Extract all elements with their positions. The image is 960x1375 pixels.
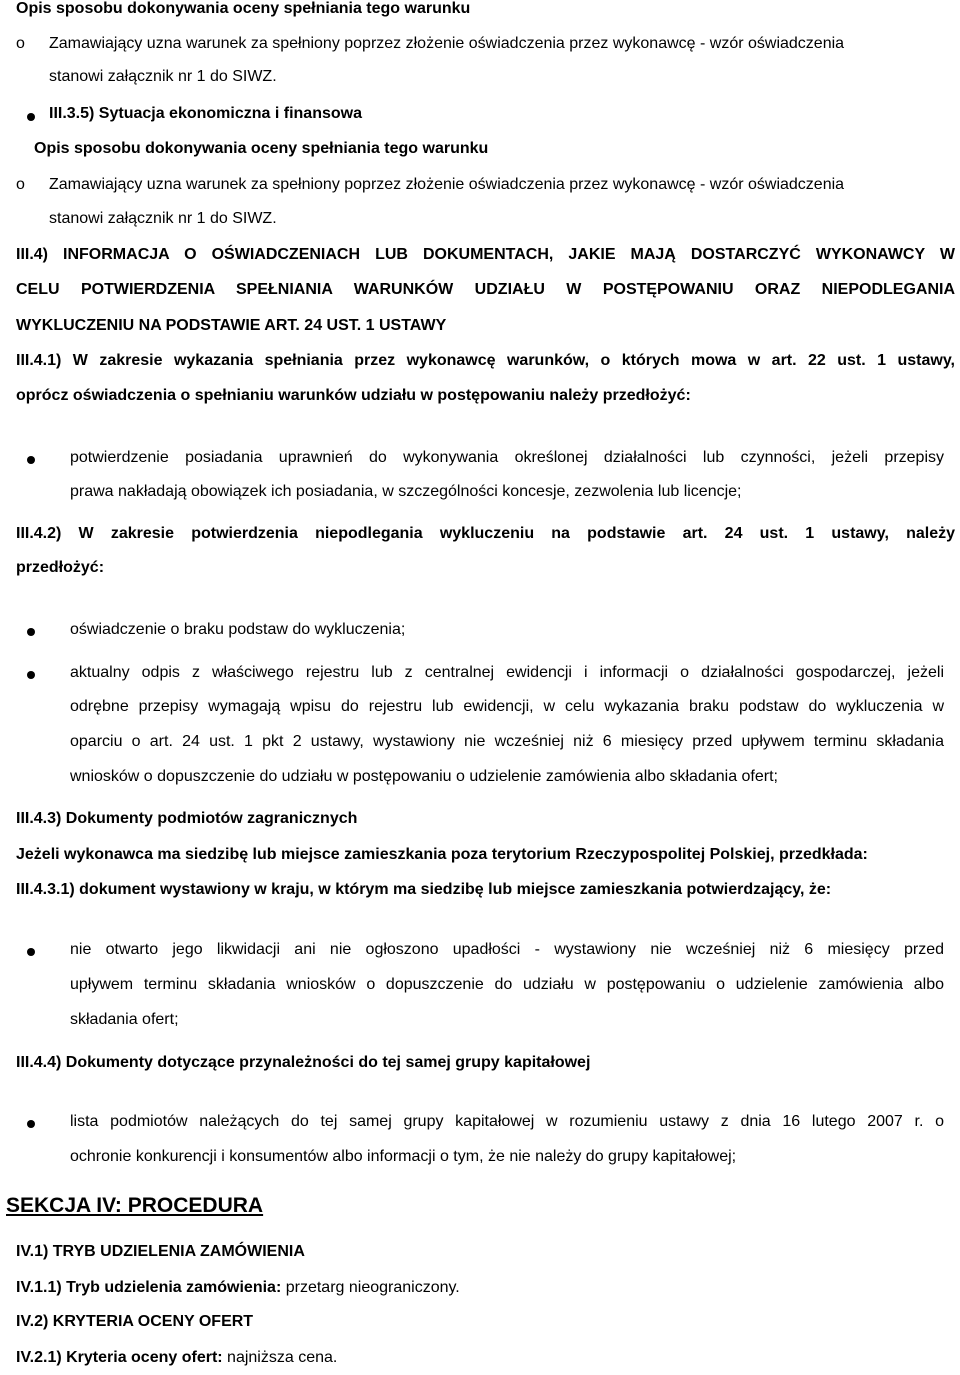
subsection-title: IV.1) TRYB UDZIELENIA ZAMÓWIENIA: [16, 1243, 305, 1260]
paragraph-line: stanowi załącznik nr 1 do SIWZ.: [49, 210, 277, 227]
subsection-title: przedłożyć:: [16, 559, 105, 576]
paragraph-line: stanowi załącznik nr 1 do SIWZ.: [49, 68, 277, 85]
section-heading: SEKCJA IV: PROCEDURA: [6, 1194, 264, 1217]
section-title: III.3.5) Sytuacja ekonomiczna i finansowa: [49, 105, 362, 122]
field-value: najniższa cena.: [222, 1349, 338, 1366]
section-title: CELU POTWIERDZENIA SPEŁNIANIA WARUNKÓW UDZIAŁU W POSTĘPOWANIU ORAZ NIEPODLEGANIA: [16, 281, 955, 298]
list-item-line: potwierdzenie posiadania uprawnień do wykonywania określonej działalności lub czynności, jeżeli przepisy: [70, 449, 944, 466]
subsection-title: oprócz oświadczenia o spełnianiu warunków udziału w postępowaniu należy przedłożyć:: [16, 387, 691, 404]
list-item-line: składania ofert;: [70, 1011, 179, 1028]
list-item-line: odrębne przepisy wymagają wpisu do rejestru lub ewidencji, w celu wykazania braku podstaw do wykluczenia w: [70, 698, 944, 715]
subsection-title: III.4.2) W zakresie potwierdzenia niepodlegania wykluczeniu na podstawie art. 24 ust. 1 ustawy, należy: [16, 525, 955, 542]
bullet: [27, 671, 35, 679]
bullet: [27, 113, 35, 121]
field-value: przetarg nieograniczony.: [281, 1279, 460, 1296]
paragraph-line: Zamawiający uzna warunek za spełniony poprzez złożenie oświadczenia przez wykonawcę - wzór oświadczenia: [49, 35, 845, 52]
subsection-title: IV.2) KRYTERIA OCENY OFERT: [16, 1313, 254, 1330]
list-item-line: upływem terminu składania wniosków o dopuszczenie do udziału w postępowaniu o udzielenie zamówienia albo: [70, 976, 944, 993]
field-label: IV.1.1) Tryb udzielenia zamówienia:: [16, 1279, 282, 1296]
subsection-title: III.4.4) Dokumenty dotyczące przynależności do tej samej grupy kapitałowej: [16, 1054, 591, 1071]
section-heading: Opis sposobu dokonywania oceny spełniania tego warunku: [16, 0, 471, 17]
procedure-line: [16, 1270, 460, 1305]
field-label: IV.2.1) Kryteria oceny ofert:: [16, 1349, 223, 1366]
list-item-line: lista podmiotów należących do tej samej grupy kapitałowej w rozumieniu ustawy z dnia 16 lutego 2007 r. o: [70, 1113, 944, 1130]
list-item-line: oświadczenie o braku podstaw do wykluczenia;: [70, 621, 406, 638]
list-item-line: aktualny odpis z właściwego rejestru lub z centralnej ewidencji i informacji o działalności gospodarczej, jeżeli: [70, 664, 944, 681]
bullet: [27, 628, 35, 636]
list-item-line: oparciu o art. 24 ust. 1 pkt 2 ustawy, wystawiony nie wcześniej niż 6 miesięcy przed upływem terminu składania: [70, 733, 944, 750]
list-item-line: nie otwarto jego likwidacji ani nie ogłoszono upadłości - wystawiony nie wcześniej niż 6 miesięcy przed: [70, 941, 944, 958]
bullet: [27, 948, 35, 956]
list-item-line: wniosków o dopuszczenie do udziału w postępowaniu o udzielenie zamówienia albo składania ofert;: [70, 768, 778, 785]
section-title: III.4) INFORMACJA O OŚWIADCZENIACH LUB DOKUMENTACH, JAKIE MAJĄ DOSTARCZYĆ WYKONAWCY W: [16, 246, 955, 263]
section-title: WYKLUCZENIU NA PODSTAWIE ART. 24 UST. 1 USTAWY: [16, 317, 447, 334]
list-item-line: prawa nakładają obowiązek ich posiadania, w szczególności koncesje, zezwolenia lub licencje;: [70, 483, 742, 500]
bullet: [27, 1120, 35, 1128]
list-marker: o: [16, 176, 25, 193]
paragraph-line: III.4.3.1) dokument wystawiony w kraju, w którym ma siedzibę lub miejsce zamieszkania potwierdzający, że:: [16, 881, 832, 898]
section-heading: Opis sposobu dokonywania oceny spełniania tego warunku: [34, 140, 489, 157]
paragraph-line: Zamawiający uzna warunek za spełniony poprzez złożenie oświadczenia przez wykonawcę - wzór oświadczenia: [49, 176, 845, 193]
list-item-line: ochronie konkurencji i konsumentów albo informacji o tym, że nie należy do grupy kapitałowej;: [70, 1148, 737, 1165]
paragraph-line: Jeżeli wykonawca ma siedzibę lub miejsce zamieszkania poza terytorium Rzeczypospolitej Polskiej, przedkłada:: [16, 846, 868, 863]
list-marker: o: [16, 35, 25, 52]
bullet: [27, 456, 35, 464]
subsection-title: III.4.1) W zakresie wykazania spełniania przez wykonawcę warunków, o których mowa w art. 22 ust. 1 ustawy,: [16, 352, 955, 369]
subsection-title: III.4.3) Dokumenty podmiotów zagranicznych: [16, 810, 358, 827]
